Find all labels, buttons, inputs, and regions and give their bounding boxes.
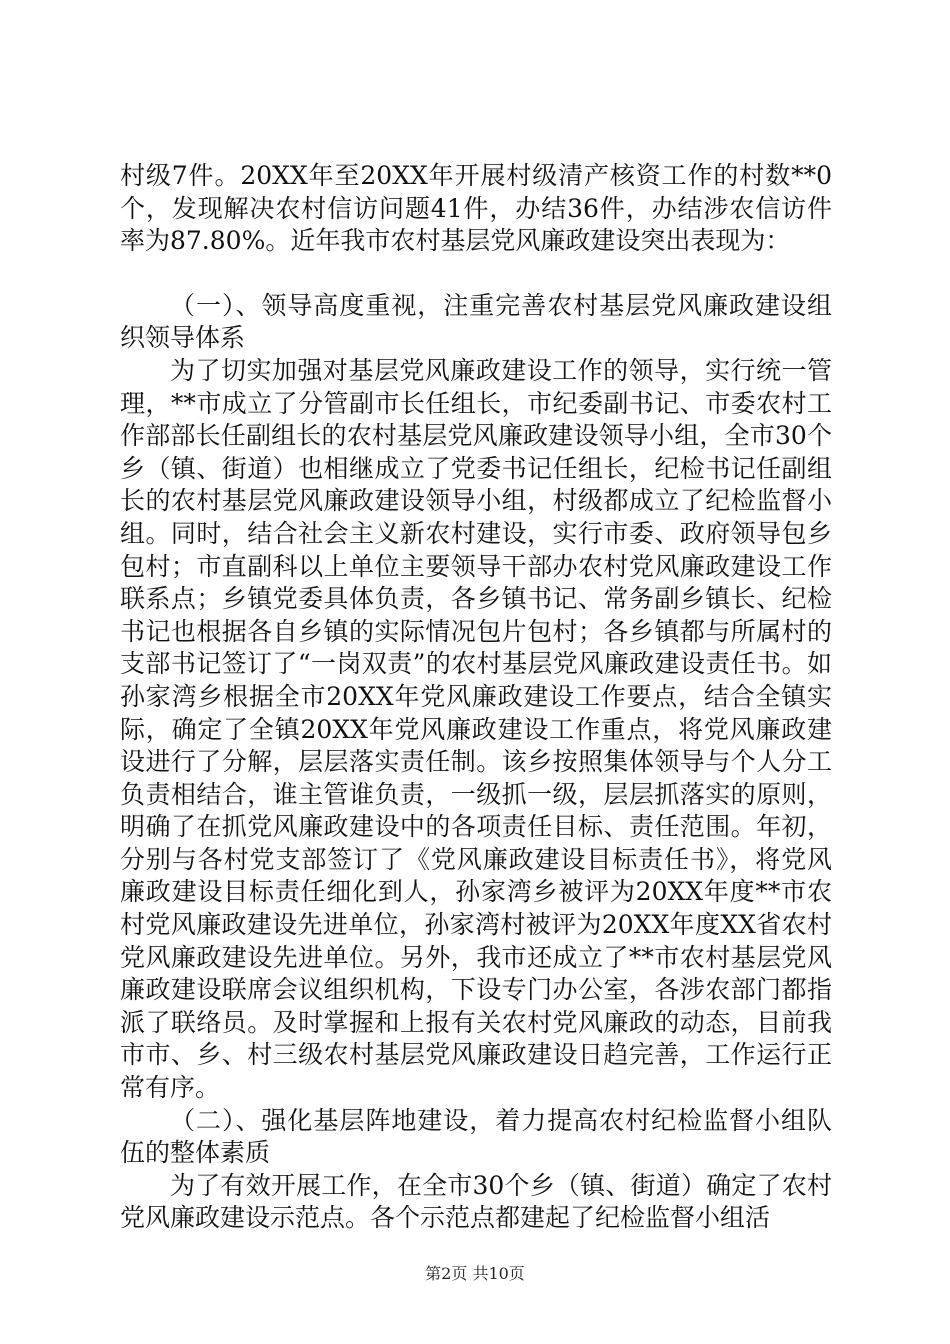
- paragraph-intro: 村级7件。20XX年至20XX年开展村级清产核资工作的村数**0个，发现解决农村信访问题41件，办结36件，办结涉农信访件率为87.80%。近年我市农村基层党风廉政建设突出表现为：: [120, 161, 832, 256]
- paragraph-section-2: 为了有效开展工作，在全市30个乡（镇、街道）确定了农村党风廉政建设示范点。各个示范点都建起了纪检监督小组活: [120, 1170, 832, 1233]
- section-heading-1: （一）、领导高度重视，注重完善农村基层党风廉政建设组织领导体系: [120, 290, 832, 353]
- paragraph-section-1: 为了切实加强对基层党风廉政建设工作的领导，实行统一管理，**市成立了分管副市长任组长，市纪委副书记、市委农村工作部部长任副组长的农村基层党风廉政建设领导小组，全市30个乡（镇、街道）也相继成立了党委书记任组长，纪检书记任副组长的农村基层党风廉政建设领导小组，村级都成立了纪检监督小组。同时，结合社会主义新农村建设，实行市委、政府领导包乡包村；市直副科以上单位主要领导干部办农村党风廉政建设工作联系点；乡镇党委具体负责，各乡镇书记、常务副乡镇长、纪检书记也根据各自乡镇的实际情况包片包村；各乡镇都与所属村的支部书记签订了“一岗双责”的农村基层党风廉政建设责任书。如孙家湾乡根据全市20XX年党风廉政建设工作要点，结合全镇实际，确定了全镇20XX年党风廉政建设工作重点，将党风廉政建设进行了分解，层层落实责任制。该乡按照集体领导与个人分工负责相结合，谁主管谁负责，一级抓一级，层层抓落实的原则，明确了在抓党风廉政建设中的各项责任目标、责任范围。年初，分别与各村党支部签订了《党风廉政建设目标责任书》，将党风廉政建设目标责任细化到人，孙家湾乡被评为20XX年度**市农村党风廉政建设先进单位，孙家湾村被评为20XX年度XX省农村党风廉政建设先进单位。另外，我市还成立了**市农村基层党风廉政建设联席会议组织机构，下设专门办公室，各涉农部门都指派了联络员。及时掌握和上报有关农村党风廉政的动态，目前我市市、乡、村三级农村基层党风廉政建设日趋完善，工作运行正常有序。: [120, 355, 832, 1103]
- page-number-footer: 第2页 共10页: [425, 1264, 525, 1283]
- section-heading-2: （二）、强化基层阵地建设，着力提高农村纪检监督小组队伍的整体素质: [120, 1105, 832, 1168]
- document-body: [120, 160, 832, 1235]
